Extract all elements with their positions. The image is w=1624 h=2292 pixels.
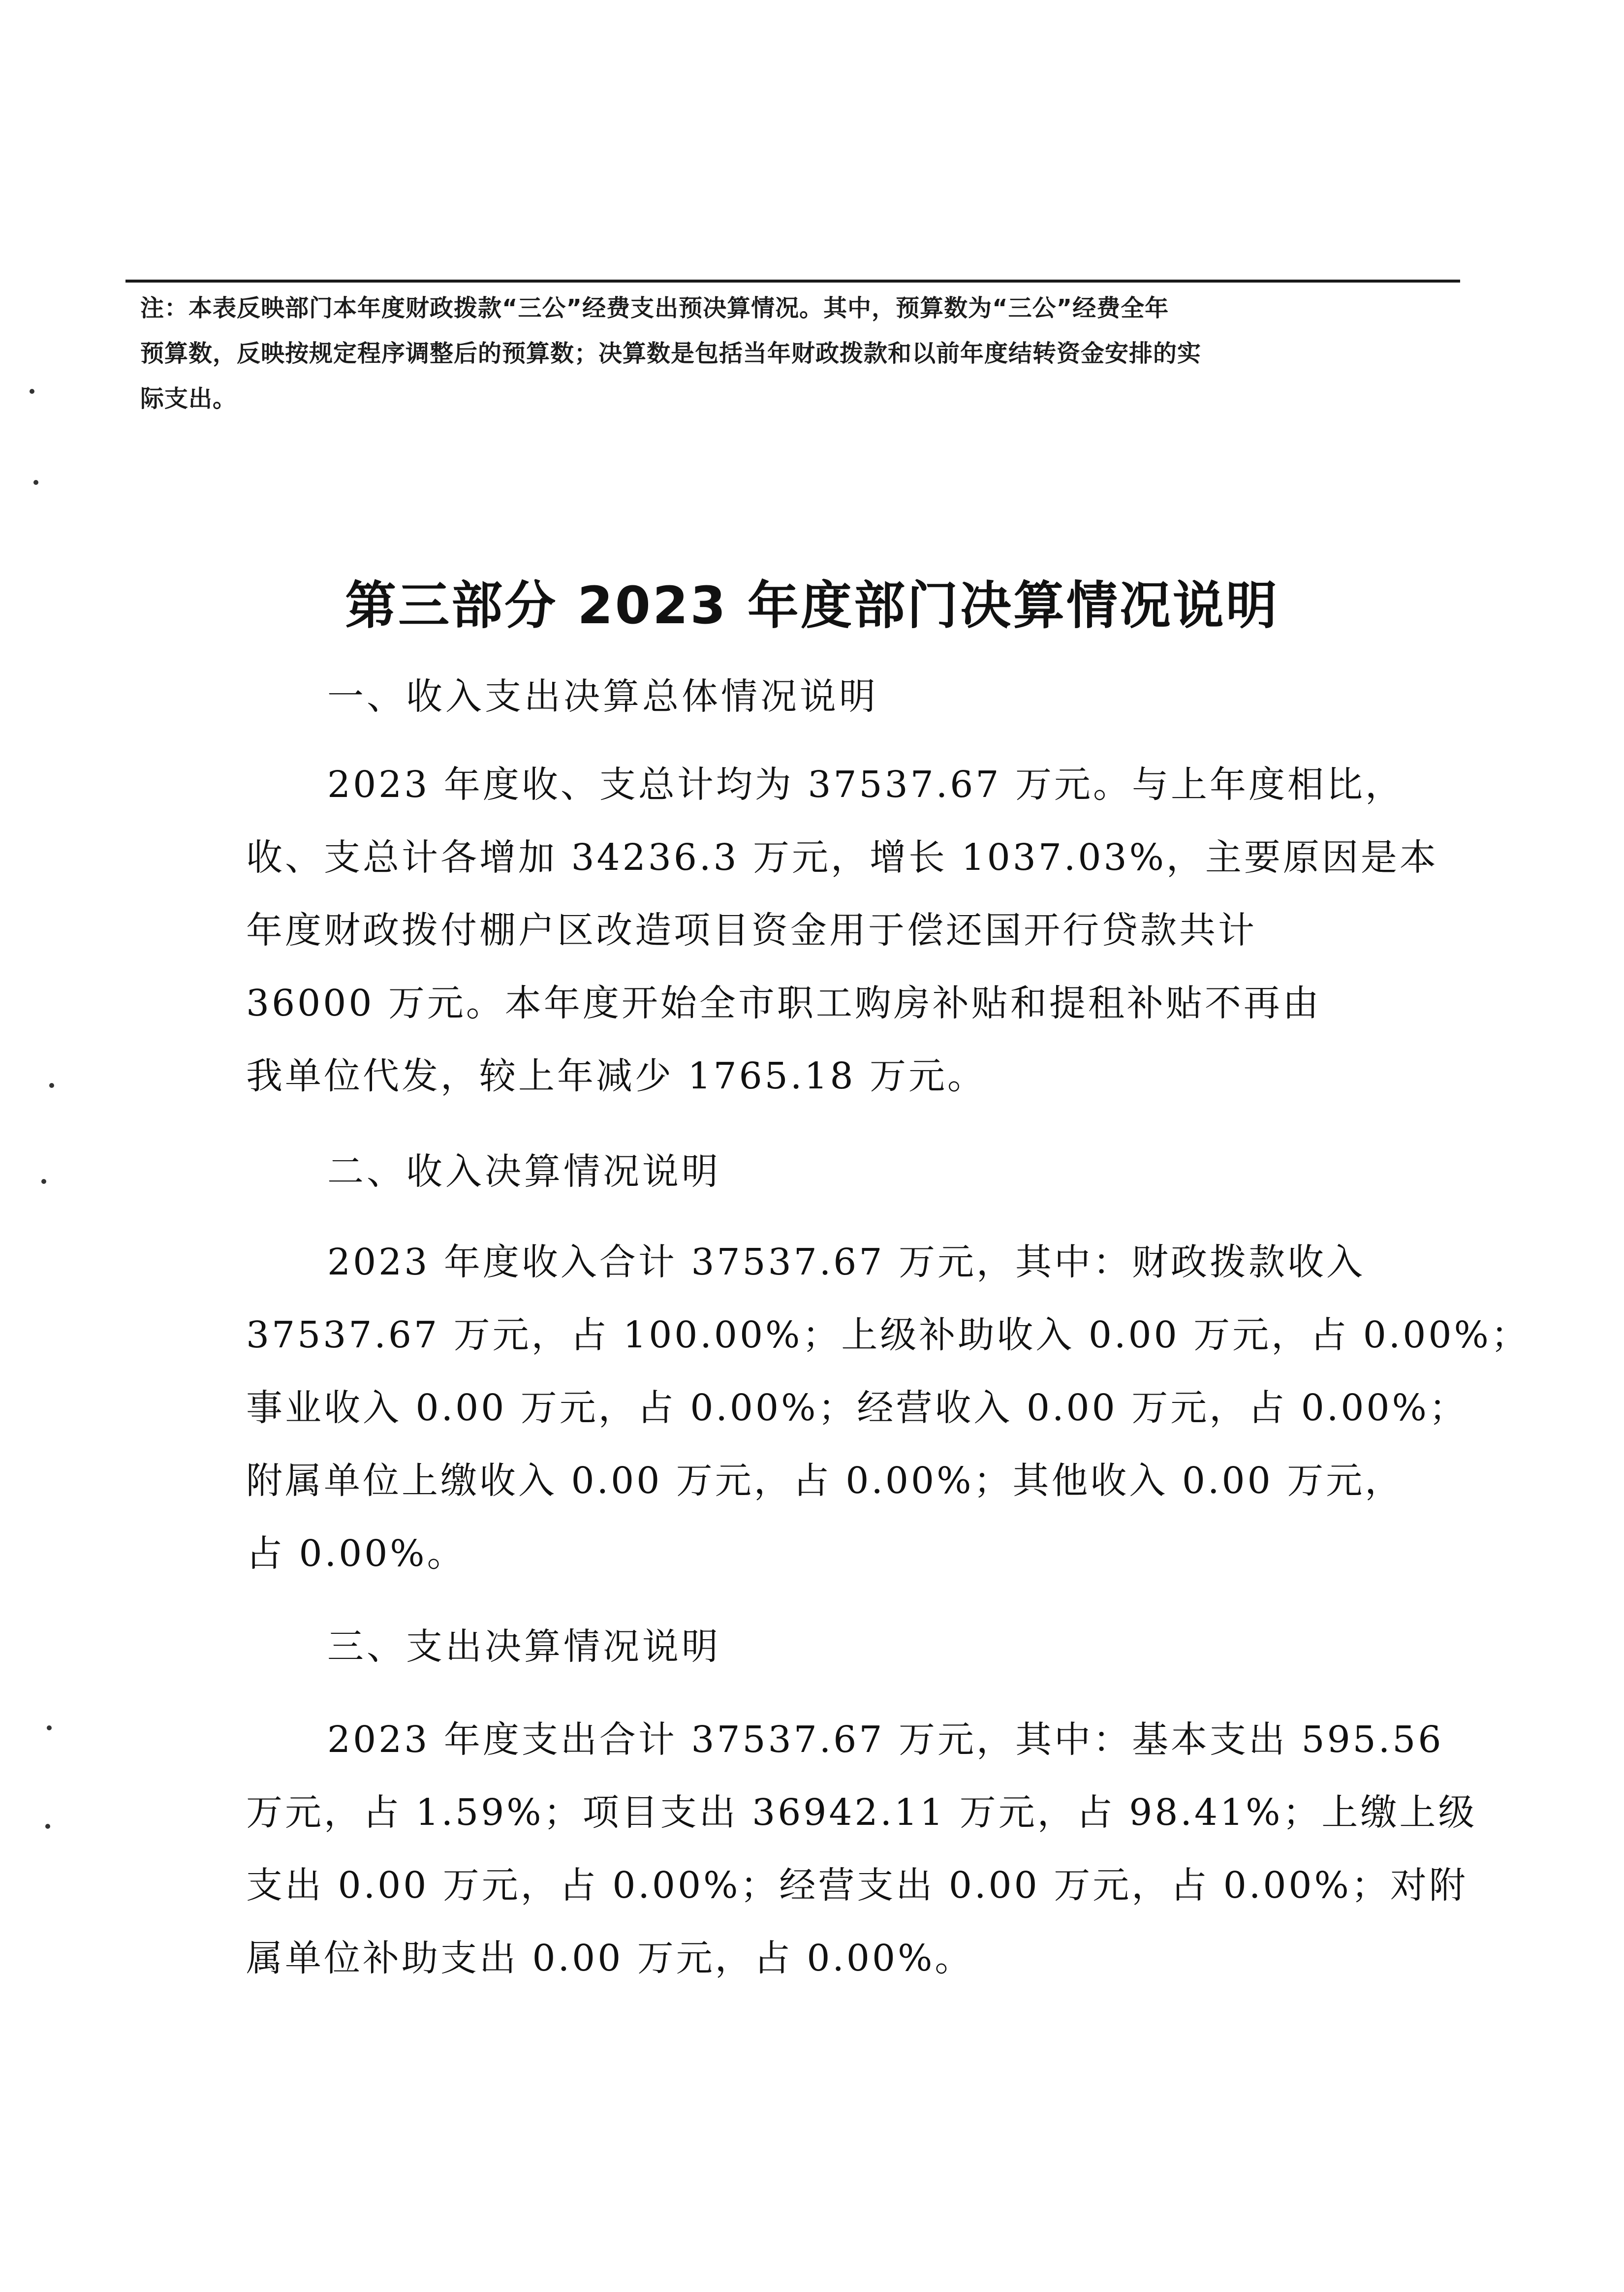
body-line: 年度财政拨付棚户区改造项目资金用于偿还国开行贷款共计 bbox=[246, 909, 1257, 952]
body-line: 36000 万元。本年度开始全市职工购房补贴和提租补贴不再由 bbox=[246, 982, 1321, 1024]
scan-speck bbox=[30, 389, 34, 394]
body-line: 2023 年度收、支总计均为 37537.67 万元。与上年度相比， bbox=[327, 764, 1404, 806]
scan-speck bbox=[41, 1179, 46, 1184]
section-heading-income: 二、收入决算情况说明 bbox=[327, 1150, 721, 1193]
section-heading-expenditure: 三、支出决算情况说明 bbox=[327, 1625, 721, 1668]
body-line: 我单位代发，较上年减少 1765.18 万元。 bbox=[246, 1055, 987, 1097]
footnote-line: 注：本表反映部门本年度财政拨款“三公”经费支出预决算情况。其中，预算数为“三公”经费全年 bbox=[140, 294, 1169, 322]
top-rule bbox=[125, 280, 1460, 283]
body-line: 2023 年度收入合计 37537.67 万元，其中：财政拨款收入 bbox=[327, 1241, 1365, 1283]
page-title: 第三部分 2023 年度部门决算情况说明 bbox=[345, 575, 1279, 636]
body-line: 附属单位上缴收入 0.00 万元，占 0.00%；其他收入 0.00 万元， bbox=[246, 1460, 1404, 1502]
scan-speck bbox=[45, 1824, 50, 1829]
table-footnote bbox=[140, 286, 1462, 421]
body-line: 支出 0.00 万元，占 0.00%；经营支出 0.00 万元，占 0.00%；对附 bbox=[246, 1864, 1468, 1907]
body-line: 事业收入 0.00 万元，占 0.00%；经营收入 0.00 万元，占 0.00%； bbox=[246, 1387, 1468, 1429]
footnote-line: 际支出。 bbox=[140, 385, 237, 413]
body-line: 占 0.00%。 bbox=[246, 1532, 466, 1575]
section-body-income bbox=[246, 1226, 1530, 1590]
footnote-line: 预算数，反映按规定程序调整后的预算数；决算数是包括当年财政拨款和以前年度结转资金安排的实 bbox=[140, 340, 1202, 367]
section-body-expenditure bbox=[246, 1703, 1477, 1995]
body-line: 2023 年度支出合计 37537.67 万元，其中：基本支出 595.56 bbox=[327, 1719, 1444, 1761]
body-line: 万元，占 1.59%；项目支出 36942.11 万元，占 98.41%；上缴上级 bbox=[246, 1791, 1477, 1834]
scan-speck bbox=[47, 1725, 52, 1730]
section-heading-overview: 一、收入支出决算总体情况说明 bbox=[327, 675, 878, 718]
body-line: 属单位补助支出 0.00 万元，占 0.00%。 bbox=[246, 1937, 974, 1979]
section-body-overview bbox=[246, 748, 1438, 1113]
scan-speck bbox=[49, 1083, 54, 1088]
body-line: 37537.67 万元，占 100.00%；上级补助收入 0.00 万元，占 0.00%； bbox=[246, 1314, 1530, 1356]
scan-speck bbox=[33, 480, 38, 485]
body-line: 收、支总计各增加 34236.3 万元，增长 1037.03%，主要原因是本 bbox=[246, 836, 1438, 879]
